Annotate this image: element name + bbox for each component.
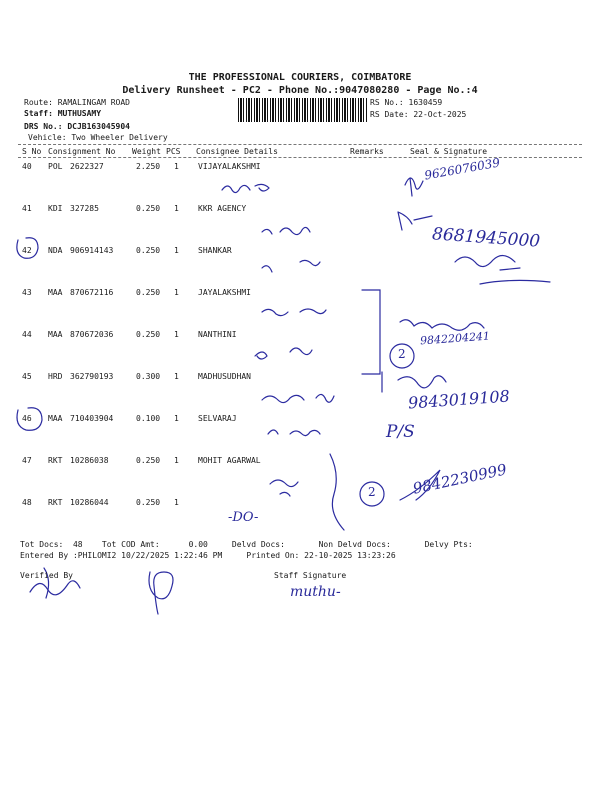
row-number: 906914143 (70, 246, 114, 255)
row-pcs: 1 (174, 372, 179, 381)
route-label: Route: RAMALINGAM ROAD (24, 98, 130, 107)
handwritten-phone-47: 9842230999 (411, 460, 509, 498)
row-consignee: NANTHINI (198, 330, 237, 339)
row-sno: 40 (22, 162, 32, 171)
row-consignee: JAYALAKSHMI (198, 288, 251, 297)
row-number: 327285 (70, 204, 99, 213)
row-number: 2622327 (70, 162, 104, 171)
row-prefix: KDI (48, 204, 63, 213)
row-prefix: MAA (48, 288, 63, 297)
row-pcs: 1 (174, 204, 179, 213)
col-consignee: Consignee Details (196, 147, 278, 156)
row-pcs: 1 (174, 330, 179, 339)
handwritten-circle-2b: 2 (368, 485, 376, 499)
row-consignee: SHANKAR (198, 246, 232, 255)
row-sno: 44 (22, 330, 32, 339)
drs-number: DRS No.: DCJB163045904 (24, 122, 130, 131)
row-sno: 43 (22, 288, 32, 297)
row-prefix: POL (48, 162, 63, 171)
row-weight: 2.250 (136, 162, 161, 171)
staff-signature-label: Staff Signature (274, 571, 347, 580)
row-sno: 47 (22, 456, 32, 465)
row-weight: 0.100 (136, 414, 161, 423)
row-prefix: HRD (48, 372, 63, 381)
row-consignee: VIJAYALAKSHMI (198, 162, 261, 171)
row-pcs: 1 (174, 414, 179, 423)
row-consignee: MOHIT AGARWAL (198, 456, 261, 465)
handwritten-phone-45: 9843019108 (407, 386, 511, 413)
footer-totals: Tot Docs: 48 Tot COD Amt: 0.00 Delvd Docs: Non Delvd Docs: Delvy Pts: (20, 540, 473, 549)
row-weight: 0.250 (136, 204, 161, 213)
row-consignee: SELVARAJ (198, 414, 237, 423)
row-sno: 42 (22, 246, 32, 255)
rs-number: RS No.: 1630459 (370, 98, 443, 107)
handwritten-phone-44: 9842204241 (419, 329, 491, 348)
row-weight: 0.250 (136, 330, 161, 339)
handwritten-ps-46: P/S (386, 422, 415, 442)
col-sno: S No (22, 147, 42, 156)
staff-signature-handwritten: muthu- (290, 584, 341, 600)
row-pcs: 1 (174, 288, 179, 297)
row-weight: 0.250 (136, 498, 161, 507)
runsheet-subtitle: Delivery Runsheet - PC2 - Phone No.:9047080280 - Page No.:4 (122, 85, 478, 96)
row-pcs: 1 (174, 246, 179, 255)
row-number: 10286038 (70, 456, 109, 465)
handwritten-phone-41: 8681945000 (431, 224, 541, 252)
footer-entered: Entered By :PHILOMI2 10/22/2025 1:22:46 PM Printed On: 22-10-2025 13:23:26 (20, 551, 396, 560)
row-prefix: RKT (48, 498, 63, 507)
row-prefix: NDA (48, 246, 63, 255)
row-sno: 41 (22, 204, 32, 213)
col-remarks: Remarks (350, 147, 384, 156)
row-weight: 0.250 (136, 456, 161, 465)
row-number: 870672116 (70, 288, 114, 297)
company-title: THE PROFESSIONAL COURIERS, COIMBATORE (188, 72, 412, 83)
col-pcs: PCS (166, 147, 181, 156)
row-number: 870672036 (70, 330, 114, 339)
row-number: 362790193 (70, 372, 114, 381)
handwritten-do-48: -DO- (228, 510, 259, 525)
row-pcs: 1 (174, 498, 179, 507)
row-weight: 0.250 (136, 288, 161, 297)
row-prefix: MAA (48, 414, 63, 423)
staff-label: Staff: MUTHUSAMY (24, 109, 102, 118)
row-number: 10286044 (70, 498, 109, 507)
vehicle-label: Vehicle: Two Wheeler Delivery (28, 133, 168, 142)
handwritten-phone-40: 9626076039 (423, 155, 501, 183)
col-consignment: Consignment No (48, 147, 116, 156)
row-weight: 0.300 (136, 372, 161, 381)
col-seal: Seal & Signature (410, 147, 488, 156)
row-sno: 45 (22, 372, 32, 381)
verified-by-label: Verified By (20, 571, 73, 580)
handwritten-circle-2a: 2 (398, 347, 406, 361)
row-sno: 46 (22, 414, 32, 423)
row-prefix: RKT (48, 456, 63, 465)
row-weight: 0.250 (136, 246, 161, 255)
row-pcs: 1 (174, 162, 179, 171)
row-consignee: MADHUSUDHAN (198, 372, 251, 381)
row-sno: 48 (22, 498, 32, 507)
row-prefix: MAA (48, 330, 63, 339)
col-weight: Weight (132, 147, 161, 156)
row-number: 710403904 (70, 414, 114, 423)
row-consignee: KKR AGENCY (198, 204, 247, 213)
rs-date: RS Date: 22-Oct-2025 (370, 110, 467, 119)
row-pcs: 1 (174, 456, 179, 465)
